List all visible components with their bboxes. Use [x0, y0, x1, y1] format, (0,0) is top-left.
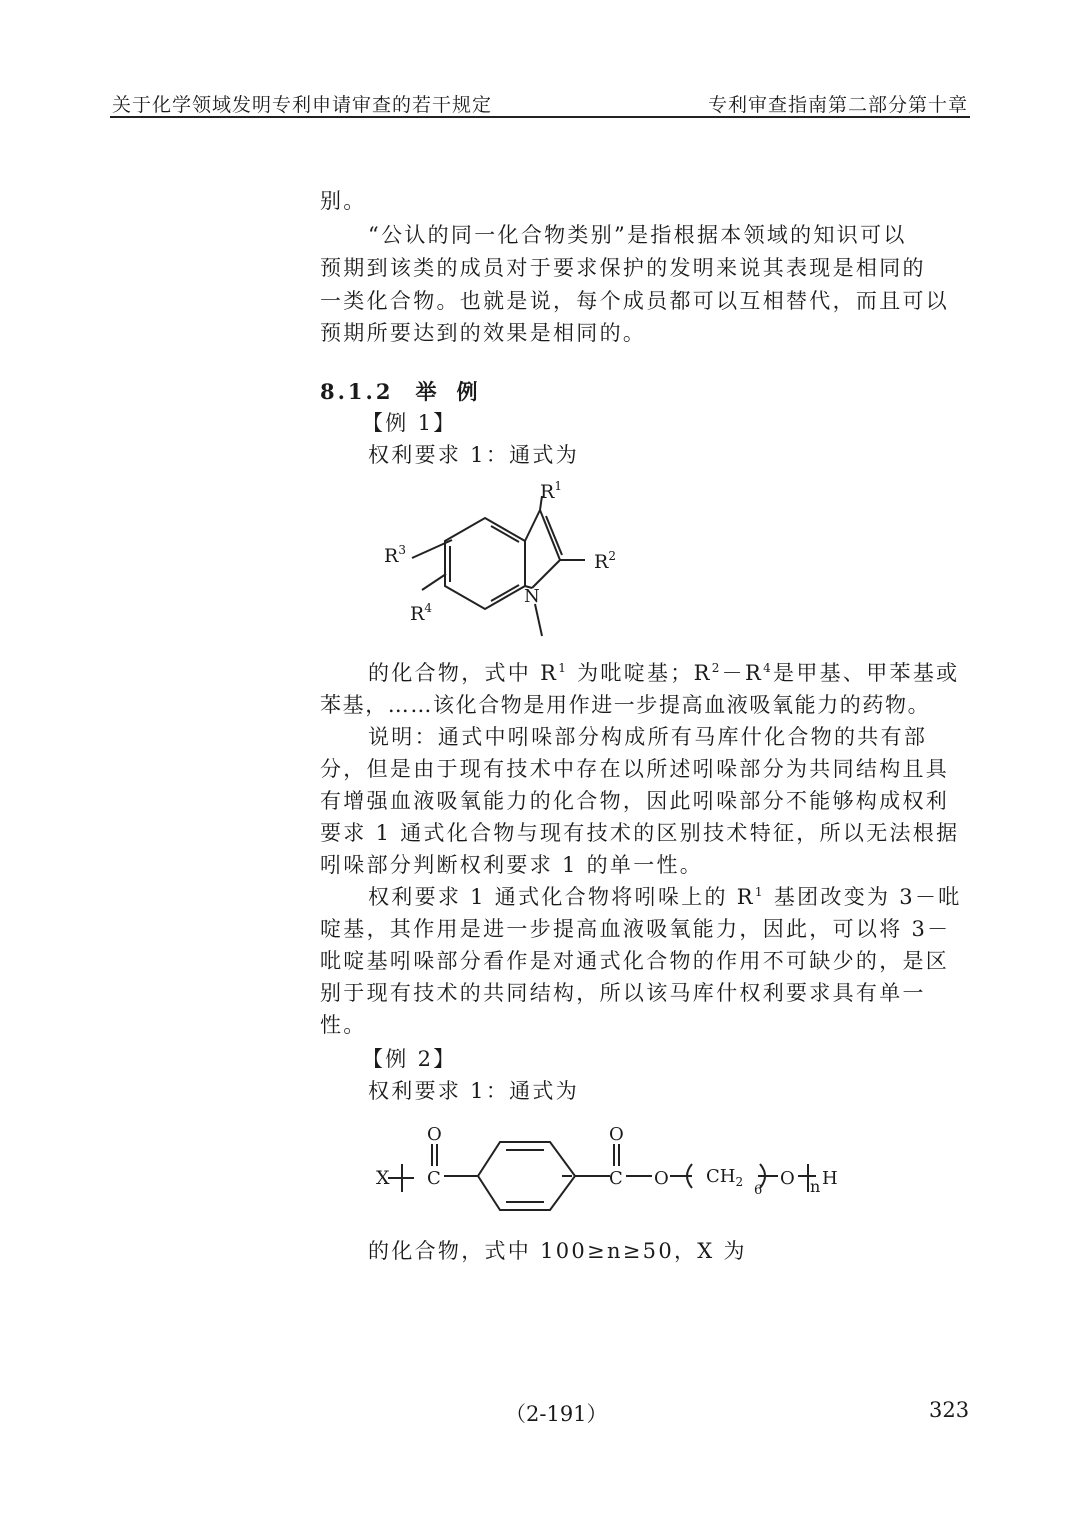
oxygen-label: O [780, 1168, 795, 1189]
superscript: 1 [754, 885, 765, 899]
paragraph-line: 的化合物，式中 100≥n≥50，X 为 [368, 1239, 747, 1263]
paragraph-line [368, 658, 959, 688]
header-rule [110, 116, 970, 118]
r1-label: R [540, 481, 555, 503]
paragraph-line: 吲哚部分判断权利要求 1 的单一性。 [320, 853, 704, 877]
paragraph-line: 有增强血液吸氧能力的化合物，因此吲哚部分不能够构成权利 [320, 789, 950, 813]
superscript: 1 [558, 661, 569, 675]
r4-sup: 4 [424, 601, 432, 615]
text-run: 基团改变为 3－吡 [764, 885, 962, 909]
paragraph-line: 性。 [320, 1013, 367, 1037]
oxygen-label: O [654, 1168, 669, 1189]
section-title: 举例 [415, 379, 498, 404]
ch2-subscript: 2 [735, 1175, 744, 1189]
r4-label: R [410, 603, 425, 625]
superscript: 2 [711, 661, 722, 675]
indole-structure [370, 478, 670, 648]
r2-sup: 2 [608, 549, 616, 563]
polyester-structure [370, 1118, 860, 1230]
paragraph-line: 啶基，其作用是进一步提高血液吸氧能力，因此，可以将 3－ [320, 917, 951, 941]
paragraph-line: 预期所要达到的效果是相同的。 [320, 321, 647, 345]
text-run: －R [721, 661, 764, 685]
svg-text:R2 [594, 549, 616, 573]
n-subscript: n [810, 1177, 821, 1196]
text-run: 是甲基、甲苯基或 [773, 661, 960, 685]
example-label: 【例 1】 [362, 411, 457, 435]
paragraph-line [368, 882, 962, 912]
paragraph-line: 说明：通式中吲哚部分构成所有马库什化合物的共有部 [368, 725, 928, 749]
text-run: 的化合物，式中 R [368, 661, 559, 685]
paragraph-line: 预期到该类的成员对于要求保护的发明来说其表现是相同的 [320, 256, 926, 280]
claim-intro: 权利要求 1：通式为 [368, 1079, 580, 1103]
example-label: 【例 2】 [362, 1047, 457, 1071]
text-run: 为吡啶基；R [568, 661, 712, 685]
svg-text:R1 [540, 479, 562, 503]
text-run: 权利要求 1 通式化合物将吲哚上的 R [368, 885, 755, 909]
carbon-label: C [427, 1168, 441, 1189]
ch2-label: CH [706, 1166, 736, 1187]
running-header-left: 关于化学领域发明专利申请审查的若干规定 [112, 94, 493, 116]
svg-text:R3 [384, 543, 406, 567]
paragraph-line: 苯基，……该化合物是用作进一步提高血液吸氧能力的药物。 [320, 693, 931, 717]
paragraph-line: 别于现有技术的共同结构，所以该马库什权利要求具有单一 [320, 981, 926, 1005]
page-footer-code: （2-191） [505, 1402, 608, 1426]
repeat-count: 6 [754, 1183, 763, 1198]
paragraph-line: “公认的同一化合物类别”是指根据本领域的知识可以 [368, 223, 907, 247]
paragraph-line: 别。 [320, 189, 367, 213]
section-number: 8.1.2 [320, 379, 394, 404]
paragraph-line: 一类化合物。也就是说，每个成员都可以互相替代，而且可以 [320, 289, 950, 313]
svg-text:R4 [410, 601, 432, 625]
svg-text:CH2 [706, 1166, 743, 1189]
oxygen-label: O [427, 1124, 442, 1145]
page-number: 323 [929, 1398, 970, 1422]
carbon-label: C [609, 1168, 623, 1189]
r1-sup: 1 [554, 479, 562, 493]
nitrogen-label: N [524, 586, 540, 607]
section-heading [320, 376, 497, 406]
r3-label: R [384, 545, 399, 567]
superscript: 4 [763, 661, 774, 675]
running-header-right: 专利审查指南第二部分第十章 [707, 94, 968, 116]
paragraph-line: 要求 1 通式化合物与现有技术的区别技术特征，所以无法根据 [320, 821, 960, 845]
paragraph-line: 吡啶基吲哚部分看作是对通式化合物的作用不可缺少的，是区 [320, 949, 950, 973]
oxygen-label: O [609, 1124, 624, 1145]
hydrogen-label: H [822, 1168, 838, 1189]
x-label: X [376, 1167, 390, 1189]
r3-sup: 3 [398, 543, 406, 557]
r2-label: R [594, 551, 609, 573]
claim-intro: 权利要求 1：通式为 [368, 443, 580, 467]
paragraph-line: 分，但是由于现有技术中存在以所述吲哚部分为共同结构且具 [320, 757, 950, 781]
